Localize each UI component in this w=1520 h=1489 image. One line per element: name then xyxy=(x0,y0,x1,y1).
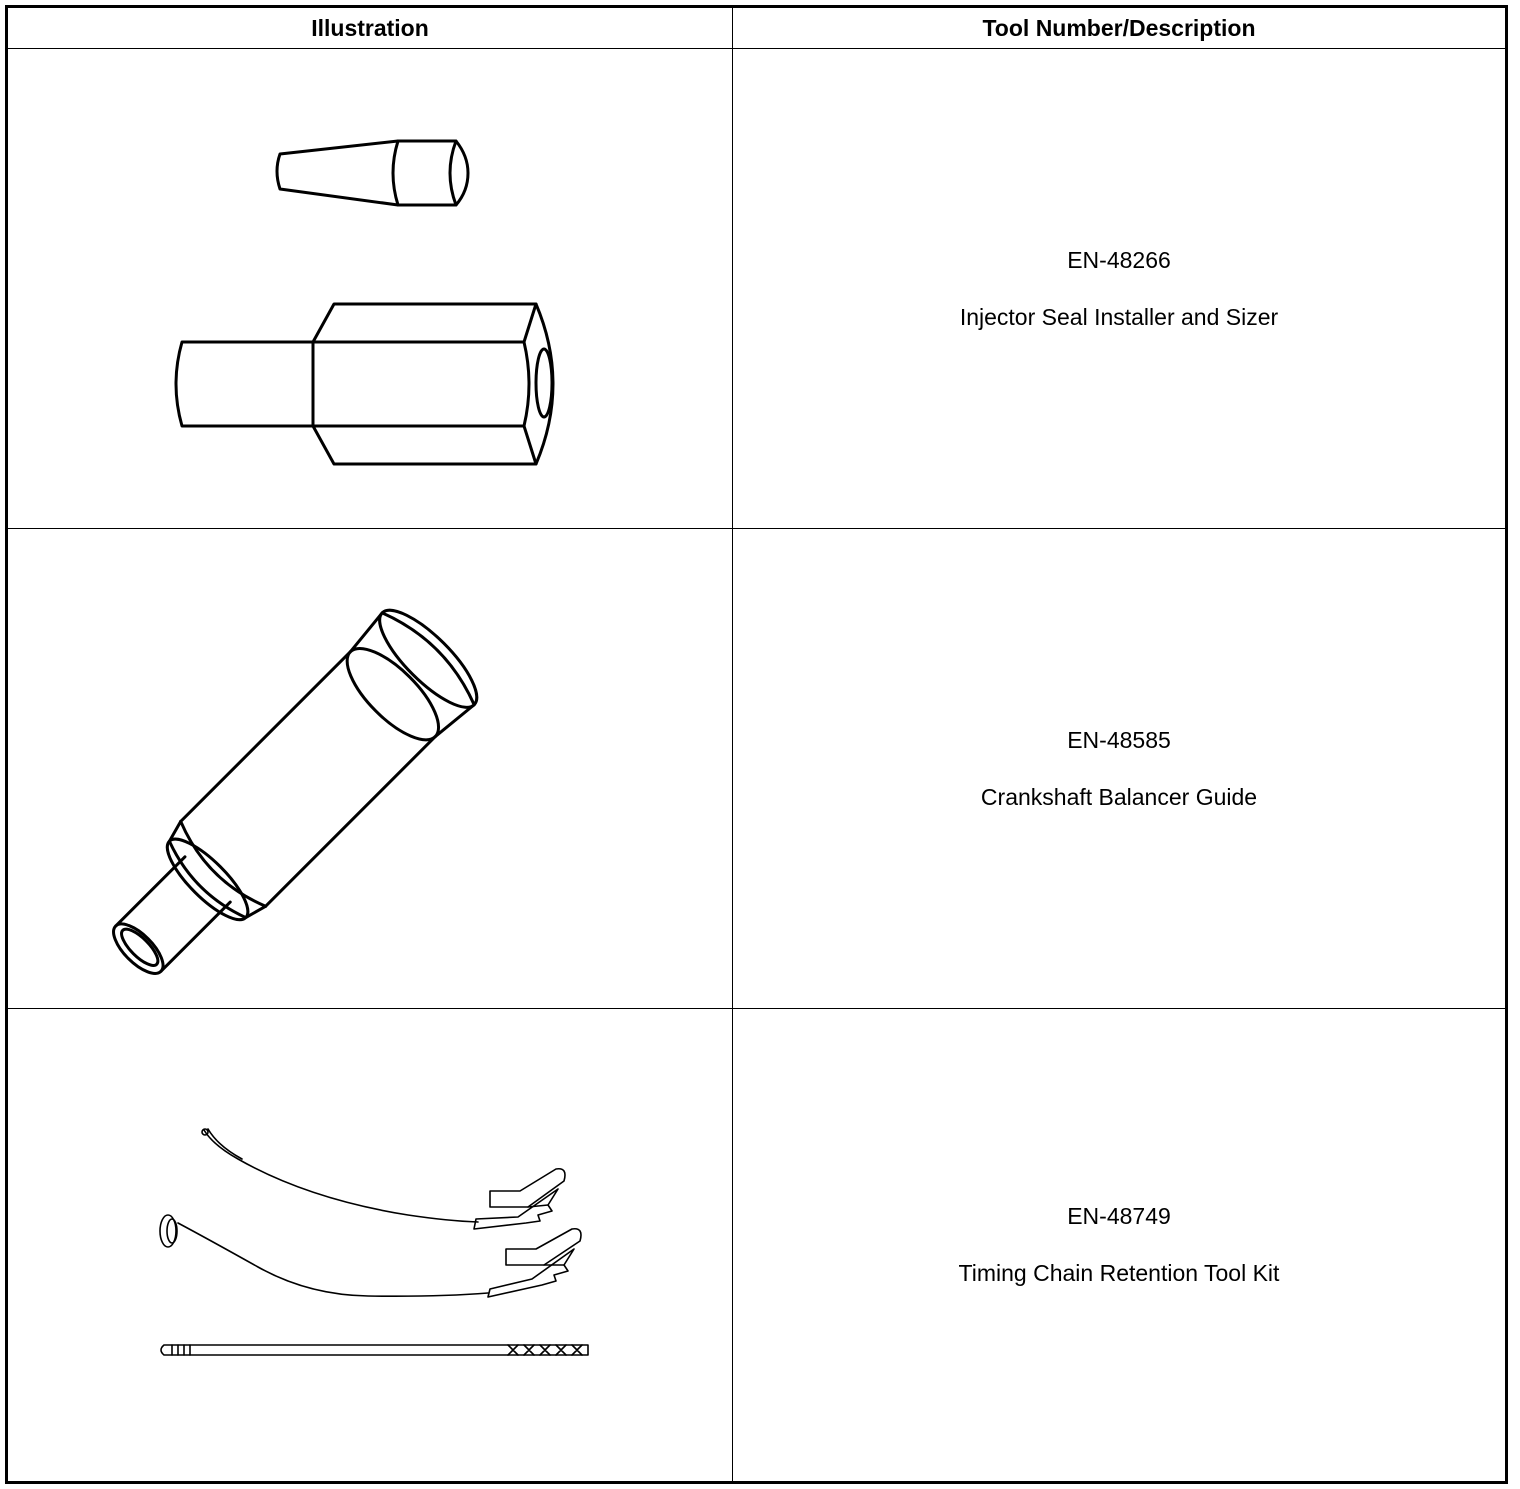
table-row xyxy=(7,1009,1507,1483)
illustration-cell xyxy=(7,1009,733,1483)
tool-description-cell xyxy=(733,529,1507,1009)
tool-description: Injector Seal Installer and Sizer xyxy=(959,303,1279,330)
header-illustration: Illustration xyxy=(7,7,733,49)
tool-description: Crankshaft Balancer Guide xyxy=(980,783,1258,810)
crankshaft-balancer-guide-icon xyxy=(8,529,734,1009)
tool-number: EN-48585 xyxy=(1067,726,1171,753)
injector-seal-installer-icon xyxy=(8,49,734,529)
illustration-cell xyxy=(7,529,733,1009)
tool-number: EN-48749 xyxy=(1067,1203,1171,1229)
table-header-row xyxy=(7,7,1507,49)
tool-description-cell xyxy=(733,49,1507,529)
tool-number: EN-48266 xyxy=(1067,246,1171,273)
header-tool-number-description: Tool Number/Description xyxy=(733,7,1507,49)
tool-description: Timing Chain Retention Tool Kit xyxy=(958,1260,1280,1286)
special-tools-table xyxy=(5,5,1508,1484)
table-row xyxy=(7,49,1507,529)
tool-description-cell xyxy=(733,1009,1507,1483)
table-row xyxy=(7,529,1507,1009)
timing-chain-retention-kit-icon xyxy=(8,1009,734,1489)
illustration-cell xyxy=(7,49,733,529)
